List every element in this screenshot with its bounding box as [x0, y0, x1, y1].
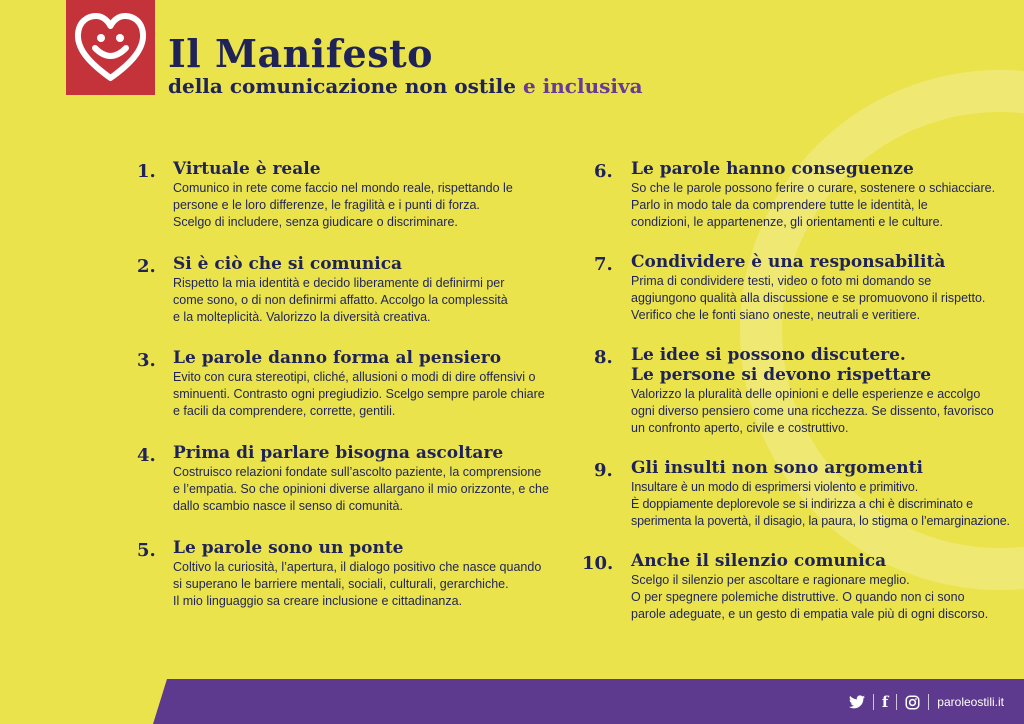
manifesto-item-4 [137, 443, 577, 516]
item-heading: Prima di parlare bisogna ascoltare [173, 443, 504, 463]
subtitle-main: della comunicazione non ostile [168, 74, 516, 98]
manifesto-item-7 [594, 252, 1019, 325]
manifesto-item-9 [594, 458, 1019, 531]
manifesto-item-1 [137, 159, 577, 232]
website-link[interactable]: paroleostili.it [937, 695, 1004, 709]
item-body: Comunico in rete come faccio nel mondo reale, rispettando le persone e le loro differenze, le fragilità e i punti di forza. Scelgo di includere, senza giudicare o discriminare. [173, 181, 513, 230]
manifesto-item-10 [582, 551, 1019, 624]
item-heading-line-2: Le persone si devono rispettare [631, 365, 932, 385]
item-body: Costruisco relazioni fondate sull’ascolto paziente, la comprensione e l’empatia. So che opinioni diverse allargano il mio orizzonte, e che dallo scambio nasce il senso di comunità. [173, 465, 549, 514]
item-number: 9. [594, 460, 613, 481]
social-links [849, 692, 1004, 712]
page-subtitle [168, 74, 643, 98]
item-heading: Le parole sono un ponte [173, 538, 404, 558]
item-heading: Anche il silenzio comunica [631, 551, 887, 571]
manifesto-item-2 [137, 254, 577, 327]
item-number: 8. [594, 347, 613, 368]
facebook-icon[interactable]: f [881, 693, 889, 711]
separator [928, 694, 929, 710]
item-number: 6. [594, 161, 613, 182]
item-body: So che le parole possono ferire o curare, sostenere o schiacciare. Parlo in modo tale da comprendere tutte le identità, le condizioni, le appartenenze, gli orientamenti e le culture. [631, 181, 996, 230]
item-heading: Gli insulti non sono argomenti [631, 458, 923, 478]
item-number: 10. [582, 553, 614, 574]
item-number: 3. [137, 350, 156, 371]
item-body: Valorizzo la pluralità delle opinioni e delle esperienze e accolgo ogni diverso pensiero come una ricchezza. Se dissento, favorisco un confronto aperto, civile e costruttivo. [631, 387, 994, 436]
twitter-icon[interactable] [849, 695, 865, 709]
manifesto-item-6 [594, 159, 1019, 232]
item-number: 1. [137, 161, 156, 182]
manifesto-item-8 [594, 345, 1019, 438]
separator [896, 694, 897, 710]
item-number: 4. [137, 445, 156, 466]
item-body: Insultare è un modo di esprimersi violento e primitivo. È doppiamente deplorevole se si indirizza a chi è discriminato e sperimenta la povertà, il disagio, la paura, lo stigma o l’emarginazione. [631, 480, 1010, 529]
item-heading: Le idee si possono discutere. [631, 345, 906, 365]
manifesto-item-5 [137, 538, 577, 611]
item-heading: Condividere è una responsabilità [631, 252, 946, 272]
item-number: 2. [137, 256, 156, 277]
logo [66, 0, 155, 95]
item-number: 5. [137, 540, 156, 561]
instagram-icon[interactable] [905, 695, 920, 710]
item-heading: Virtuale è reale [173, 159, 321, 179]
item-body: Scelgo il silenzio per ascoltare e ragionare meglio. O per spegnere polemiche distruttive. O quando non ci sono parole adeguate, e un gesto di empatia vale più di ogni discorso. [631, 573, 989, 622]
separator [873, 694, 874, 710]
page-title: Il Manifesto [168, 31, 434, 76]
smiling-heart-icon [73, 12, 148, 84]
item-body: Prima di condividere testi, video o foto mi domando se aggiungono qualità alla discussione e se promuovono il rispetto. Verifico che le fonti siano oneste, neutrali e veritiere. [631, 274, 986, 323]
item-body: Coltivo la curiosità, l’apertura, il dialogo positivo che nasce quando si superano le barriere mentali, sociali, culturali, gerarchiche. Il mio linguaggio sa creare inclusione e cittadinanza. [173, 560, 542, 609]
item-heading: Si è ciò che si comunica [173, 254, 403, 274]
manifesto-item-3 [137, 348, 577, 421]
subtitle-accent: e inclusiva [522, 74, 643, 98]
item-heading: Le parole hanno conseguenze [631, 159, 914, 179]
item-heading: Le parole danno forma al pensiero [173, 348, 502, 368]
item-body: Rispetto la mia identità e decido liberamente di definirmi per come sono, o di non definirmi affatto. Accolgo la complessità e la molteplicità. Valorizzo la diversità creativa. [173, 276, 508, 325]
item-body: Evito con cura stereotipi, cliché, allusioni o modi di dire offensivi o sminuenti. Contrasto ogni pregiudizio. Scelgo sempre parole chiare e facili da comprendere, corrette, gentili. [173, 370, 545, 419]
item-number: 7. [594, 254, 613, 275]
